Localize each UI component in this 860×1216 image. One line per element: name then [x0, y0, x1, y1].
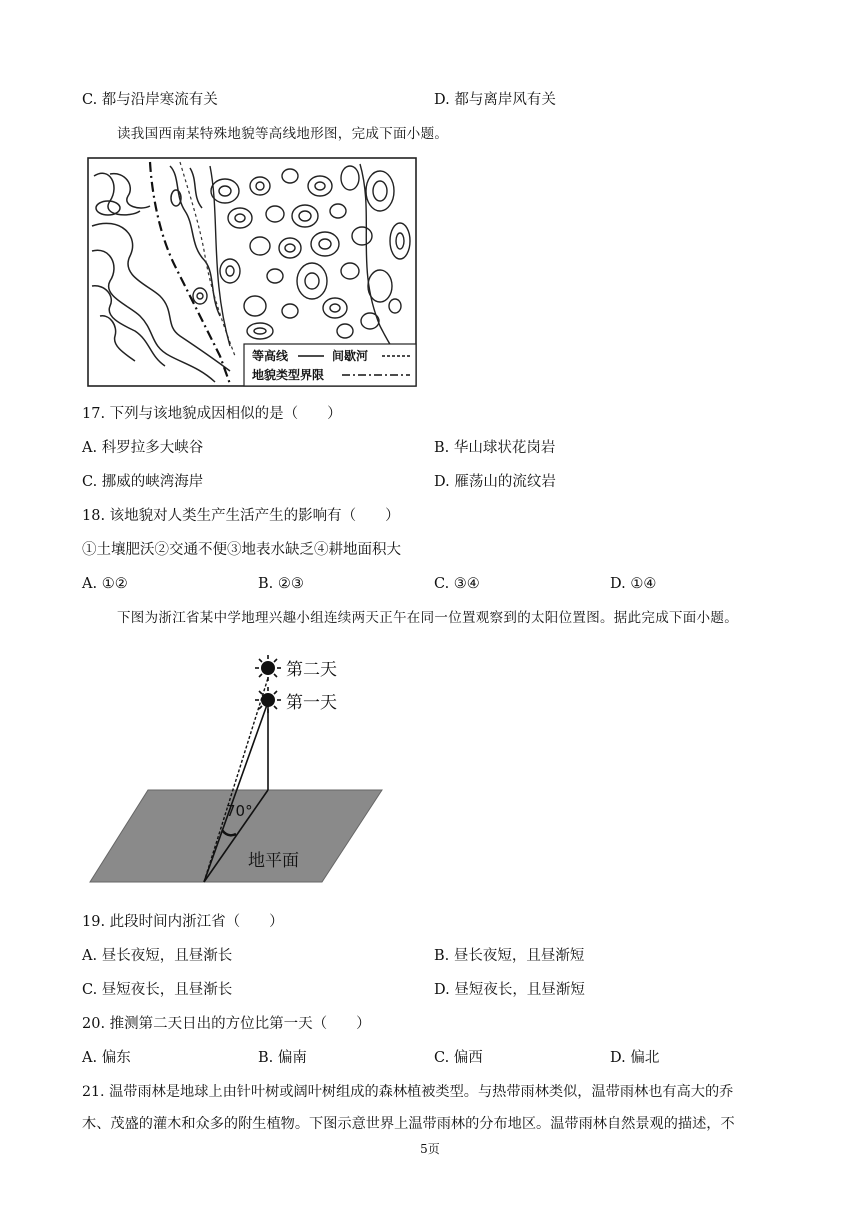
q20-option-b: B. 偏南	[258, 1050, 307, 1066]
label-day2: 第二天	[286, 660, 337, 680]
q19-option-b: B. 昼长夜短，且昼渐短	[434, 948, 585, 964]
legend-river-label: 间歇河	[332, 349, 369, 363]
label-horizon-plane: 地平面	[248, 851, 299, 871]
q18-option-b: B. ②③	[258, 576, 304, 592]
q17-option-d: D. 雁荡山的流纹岩	[434, 474, 556, 490]
q17-stem: 17. 下列与该地貌成因相似的是（ ）	[82, 406, 342, 422]
q17-option-a: A. 科罗拉多大峡谷	[82, 440, 204, 456]
q19-option-a: A. 昼长夜短，且昼渐长	[82, 948, 233, 964]
q21-line2: 木、茂盛的灌木和众多的附生植物。下图示意世界上温带雨林的分布地区。温带雨林自然景观的描述，不	[82, 1116, 735, 1132]
option-d-prev: D. 都与离岸风有关	[434, 92, 556, 108]
q20-option-c: C. 偏西	[434, 1050, 483, 1066]
intro-karst: 读我国西南某特殊地貌等高线地形图，完成下面小题。	[117, 126, 449, 142]
intro-sun: 下图为浙江省某中学地理兴趣小组连续两天正午在同一位置观察到的太阳位置图。据此完成下面小题。	[117, 610, 738, 626]
option-c-prev: C. 都与沿岸寒流有关	[82, 92, 218, 108]
sun-day2-icon	[255, 655, 281, 681]
legend-boundary-label: 地貌类型界限	[252, 368, 325, 382]
q18-option-a: A. ①②	[82, 576, 128, 592]
q19-stem: 19. 此段时间内浙江省（ ）	[82, 914, 284, 930]
q18-stem: 18. 该地貌对人类生产生活产生的影响有（ ）	[82, 508, 400, 524]
label-day1: 第一天	[286, 693, 337, 713]
q18-items: ①土壤肥沃②交通不便③地表水缺乏④耕地面积大	[82, 542, 401, 558]
q20-option-a: A. 偏东	[82, 1050, 131, 1066]
q19-option-d: D. 昼短夜长，且昼渐短	[434, 982, 585, 998]
q17-option-c: C. 挪威的峡湾海岸	[82, 474, 204, 490]
q17-option-b: B. 华山球状花岗岩	[434, 440, 556, 456]
q20-option-d: D. 偏北	[610, 1050, 660, 1066]
q18-option-c: C. ③④	[434, 576, 480, 592]
legend-contour-label: 等高线	[252, 349, 289, 363]
q19-option-c: C. 昼短夜长，且昼渐长	[82, 982, 233, 998]
sun-position-figure	[86, 650, 386, 892]
page-number: 5页	[420, 1142, 440, 1156]
label-angle: 70°	[226, 802, 253, 820]
contour-map-figure	[80, 156, 420, 392]
q20-stem: 20. 推测第二天日出的方位比第一天（ ）	[82, 1016, 371, 1032]
q21-line1: 21. 温带雨林是地球上由针叶树或阔叶树组成的森林植被类型。与热带雨林类似，温带雨林也有高大的乔	[82, 1084, 734, 1100]
q18-option-d: D. ①④	[610, 576, 657, 592]
